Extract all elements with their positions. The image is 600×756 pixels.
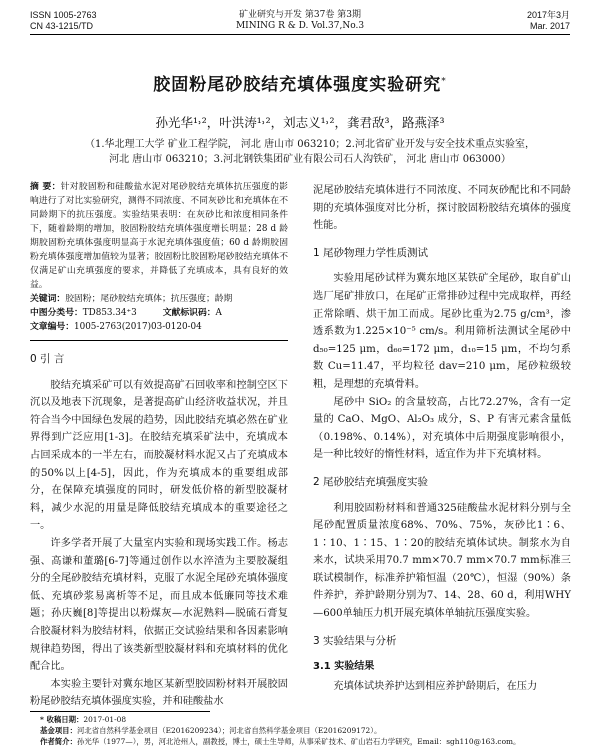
footnote-label: 基金项目： — [40, 726, 77, 735]
paper-title-text: 胶固粉尾砂胶结充填体强度实验研究 — [153, 75, 442, 95]
header-rule — [30, 34, 570, 35]
paper-title — [0, 70, 600, 95]
footnote-rule — [30, 711, 210, 712]
journal-name-block — [150, 10, 450, 32]
cn-number: CN 43-1215/TD — [30, 21, 94, 31]
clc-label: 中图分类号： — [30, 308, 83, 318]
affiliation-line: 河北 唐山市 063210；3.河北钢铁集团矿业有限公司石人沟铁矿， 河北 唐山市 063000） — [109, 154, 511, 165]
right-column — [313, 182, 571, 695]
footnote-text: 河北省自然科学基金项目（E2016209234）；河北省自然科学基金项目（E2016209172）。 — [76, 726, 382, 735]
section-heading: 1 尾砂物理力学性质测试 — [313, 246, 429, 259]
left-column — [30, 180, 288, 711]
footnotes — [40, 714, 580, 747]
paragraph: 尾砂中 SiO₂ 的含量较高，占比72.27%，含有一定量的 CaO、MgO、Al₂O₃ 成分，S、P 有害元素含量低（0.198%、0.14%），对充填体中后期强度影响很小，是一种比较好的惰性材料，适宜作为井下充填材料。 — [313, 396, 571, 461]
paragraph: 充填体试块养护达到相应养护龄期后，在压力 — [333, 680, 538, 692]
journal-name-cn: 矿业研究与开发 第37卷 第3期 — [239, 10, 361, 20]
keywords-label: 关键词： — [30, 294, 66, 304]
paragraph: 许多学者开展了大量室内实验和现场实践工作。杨志强、高谦和董璐[6-7]等通过创作以水淬渣为主要胶凝组分的全尾砂胶结充填材料，克服了水泥全尾砂充填体强度低、充填砂浆易离析等不足，而且成本低廉同等技术难题；孙庆巍[8]等提出以粉煤灰—水泥熟料—脱硫石膏复合胶凝材料为胶结材料，依据正交试验结果和各因素影响规律趋势图，得出了该类新型胶凝材料和充填材料的优化配合比。 — [30, 537, 288, 673]
issn: ISSN 1005-2763 — [30, 10, 97, 20]
subsection-heading: 3.1 实验结果 — [313, 661, 375, 673]
keywords-text: 胶固粉；尾砂胶结充填体；抗压强度；龄期 — [65, 294, 233, 304]
abstract — [30, 180, 288, 292]
paragraph: 泥尾砂胶结充填体进行不同浓度、不同灰砂配比和不同龄期的充填体强度对比分析，探讨胶固粉胶结充填体的强度性能。 — [313, 185, 571, 232]
abstract-rule — [30, 340, 288, 341]
doc-code-label: 文献标识码： — [162, 308, 216, 318]
footnote-label: 作者简介： — [40, 737, 77, 746]
section-heading: 3 实验结果与分析 — [313, 634, 397, 647]
footnote-funding — [40, 725, 580, 736]
doc-code-text: A — [215, 308, 222, 318]
footnote-text: 孙光华（1977—），男，河北沧州人，副教授，博士，硕士生导师，从事采矿技术、矿山岩石力学研究，Email：sgh110@163.com。 — [76, 737, 521, 746]
journal-name-en: MINING R & D. Vol.37,No.3 — [235, 21, 365, 31]
paragraph: 实验用尾砂试样为冀东地区某铁矿全尾砂，取自矿山选厂尾矿排放口，在尾矿正常排砂过程中完成取样，再经正常除晒、烘干加工而成。尾砂比重为2.75 g/cm³，渗透系数为1.225×10⁻⁵ cm/s。利用筛析法测试全尾砂中 d₅₀=125 μm，d₆₀=172 μm，d₁₀=15 μm，不均匀系数 Cu=11.47，平均粒径 dav=210 μm，尾砂粒级较粗，是理想的充填骨料。 — [313, 273, 571, 390]
footnote-author — [40, 736, 580, 747]
clc-text: TD853.34⁺3 — [82, 308, 137, 318]
affiliation-line: （1.华北理工大学 矿业工程学院， 河北 唐山市 063210；2.河北省矿业开发与安全技术重点实验室， — [85, 139, 535, 150]
paragraph: 胶结充填采矿可以有效提高矿石回收率和控制空区下沉以及地表下沉现象，是著提高矿山经济收益状况，并且符合当今中国绿色发展的趋势，因此胶结充填必然在矿业界得到广泛应用[1-3]。在胶结充填采矿法中，充填成本占回采成本的一半左右，而胶凝材料水泥又占了充填成本的50%以上[4-5]，因此，作为充填成本的重要组成部分，在保障充填强度的同时，研发低价格的新型胶凝材料，减少水泥的用量是降低胶结充填成本的重要途径之一。 — [30, 379, 288, 532]
abstract-text: 针对胶固粉和硅酸盐水泥对尾砂胶结充填体抗压强度的影响进行了对比实验研究，测得不同浓度、不同灰砂比和充填体在不同龄期下的抗压强度。实验结果表明：在灰砂比和浓度相同条件下，随着龄期的增加，胶固粉胶结充填体强度增长明显；28 d 龄期胶固粉充填体强度明显高于水泥充填体强度值；60 d 龄期胶固粉充填体强度增加值较为显著；胶固粉比胶固粉尾砂胶结充填体不仅满足矿山充填强度的要求，并降低了充填成本，具有良好的效益。 — [30, 182, 288, 290]
title-footnote-mark: * — [441, 76, 447, 87]
keywords — [30, 292, 288, 306]
article-id-text: 1005-2763(2017)03-0120-04 — [74, 322, 202, 332]
footnote-text: 2017-01-08 — [83, 715, 127, 724]
footnote-received — [40, 714, 580, 725]
classification-line — [30, 306, 288, 320]
section-heading: 2 尾砂胶结充填强度实验 — [313, 475, 429, 488]
date-cn: 2017年3月 — [526, 10, 570, 20]
authors: 孙光华¹˒²，叶洪涛¹˒²，刘志义¹˒²，龚君敌³，路燕泽³ — [155, 115, 445, 130]
article-id-line — [30, 320, 288, 334]
article-id-label: 文章编号： — [30, 322, 74, 332]
abstract-label: 摘 要： — [30, 182, 61, 192]
footnote-label: * 收稿日期： — [40, 715, 84, 724]
date-en: Mar. 2017 — [529, 21, 570, 31]
affiliations — [60, 137, 560, 167]
journal-issn-block — [30, 10, 97, 32]
journal-date-block — [527, 10, 570, 32]
section-heading: 0 引 言 — [30, 353, 65, 365]
paragraph: 本实验主要针对冀东地区某新型胶固粉材料开展胶固粉尾砂胶结充填体强度实验，并和硅酸盐水 — [30, 678, 288, 708]
paragraph: 利用胶固粉材料和普通325硅酸盐水泥材料分别与全尾砂配置质量浓度68%、70%、75%，灰砂比1∶6、1∶10、1∶15、1∶20的胶结充填体试块。制浆水为自来水，试块采用70.7 mm×70.7 mm×70.7 mm标准三联试模制作，标准养护箱恒温（20℃），恒湿（90%）条件养护，养护龄期分别为7、14、28、60 d，利用WHY—600单轴压力机开展充填体单轴抗压强度实验。 — [313, 502, 571, 620]
